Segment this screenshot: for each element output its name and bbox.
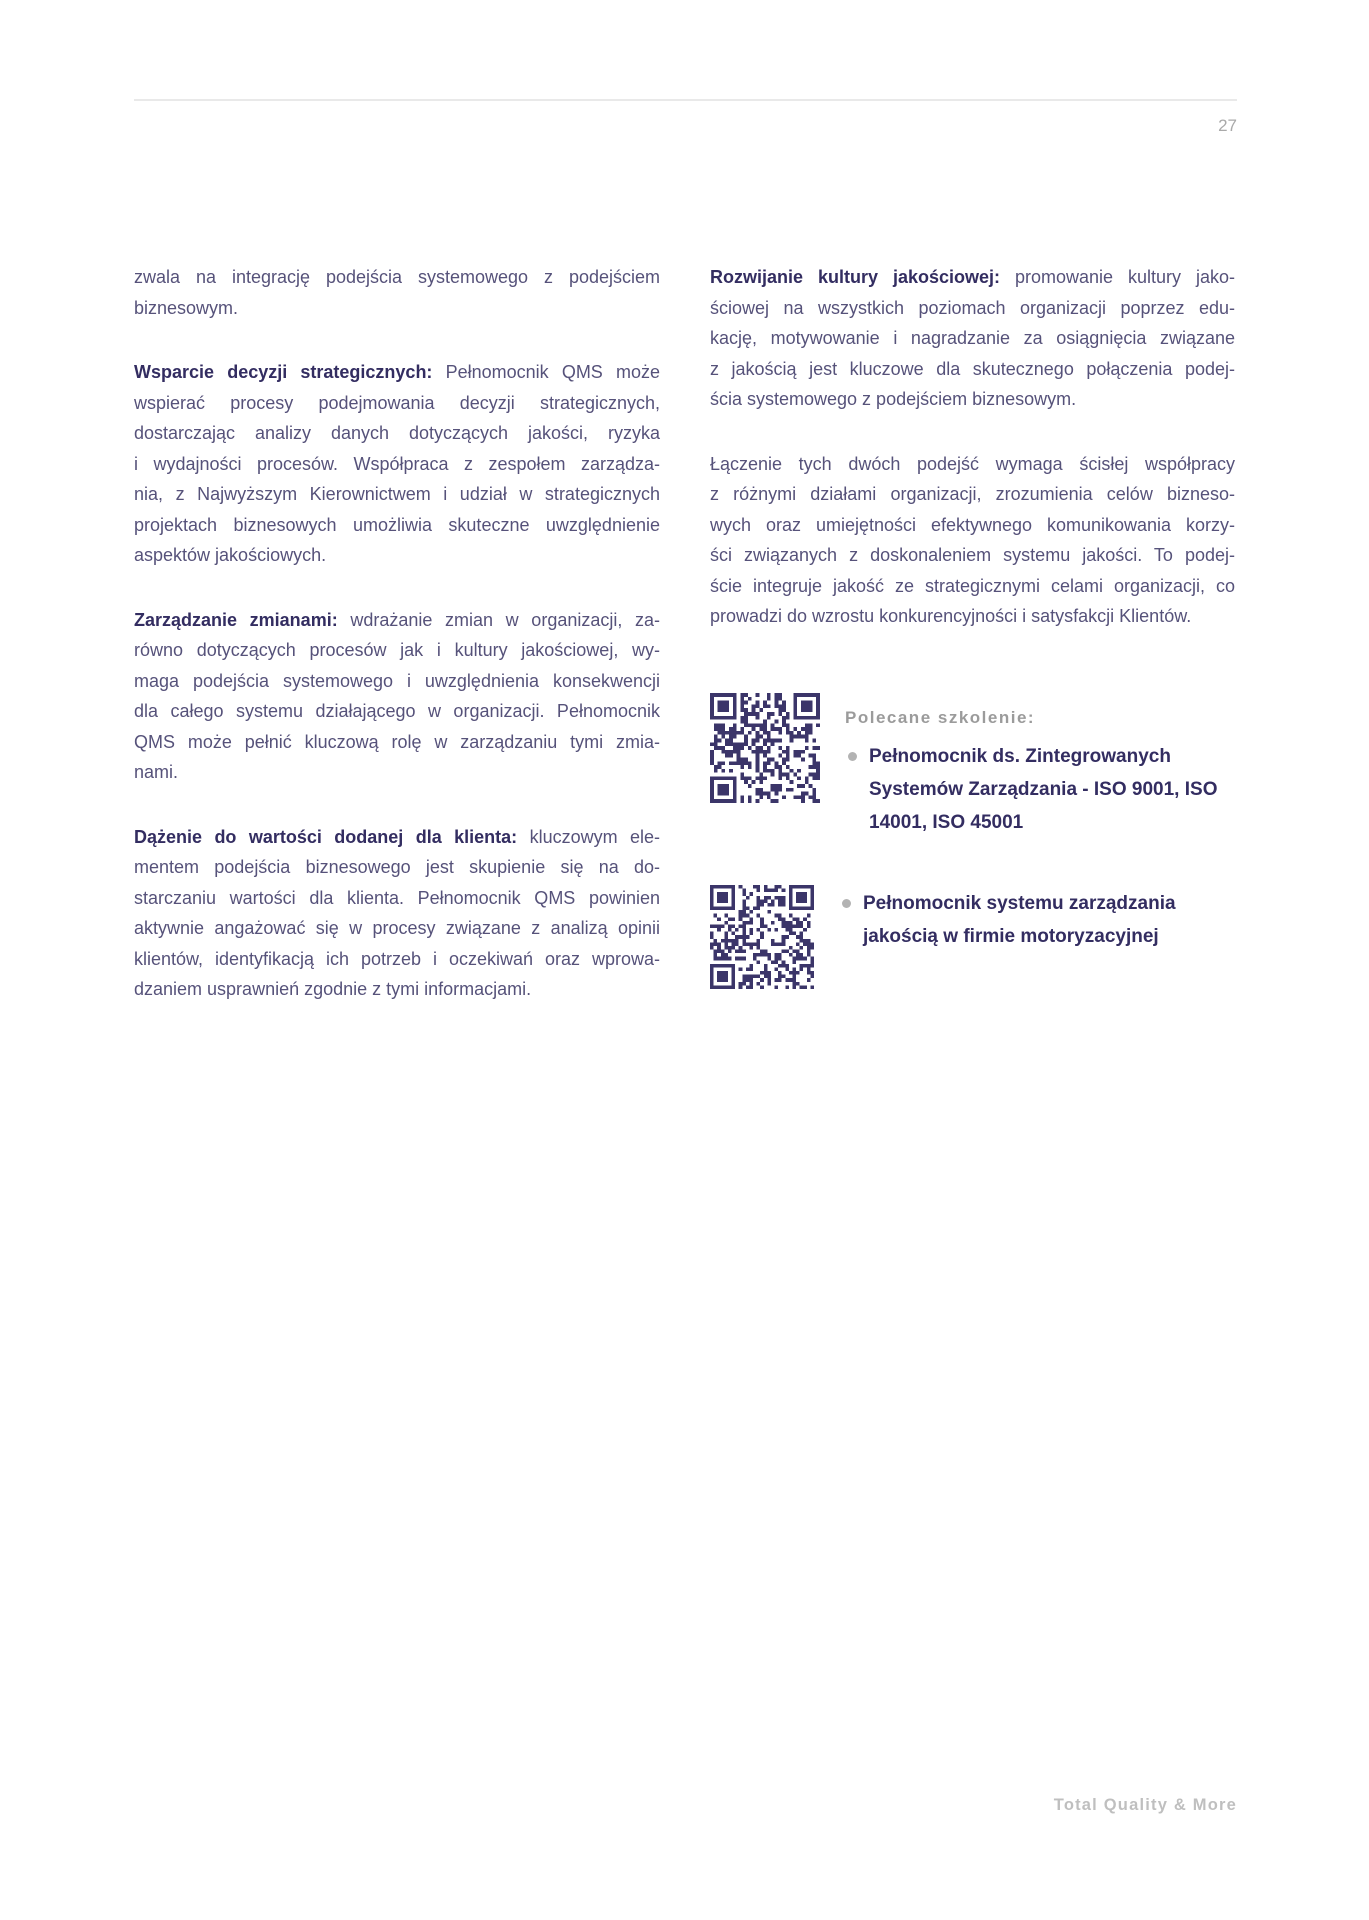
text-line: z różnymi działami organizacji, zrozumienia celów bizneso- <box>710 484 1235 504</box>
training-recommendation-2 <box>710 885 1229 989</box>
bullet-dot-icon <box>848 752 857 761</box>
text-line: wspierać procesy podejmowania decyzji strategicznych, <box>134 392 660 413</box>
text-line: zwala na integrację podejścia systemowego z podejściem <box>134 267 660 287</box>
text-line: dla całego systemu działającego w organizacji. Pełnomocnik <box>134 701 660 721</box>
bullet-dot-icon <box>842 899 851 908</box>
text-line: Zarządzanie zmianami: wdrażanie zmian w organizacji, za- <box>134 609 660 630</box>
paragraph <box>134 822 660 1005</box>
text-line: aspektów jakościowych. <box>134 545 327 565</box>
text-line: maga podejścia systemowego i uwzględnienia konsekwencji <box>134 670 660 691</box>
text-line: starczaniu wartości dla klienta. Pełnomocnik QMS powinien <box>134 887 660 908</box>
text-line: dzaniem usprawnień zgodnie z tymi informacjami. <box>134 979 532 999</box>
page-number: 27 <box>1218 116 1237 135</box>
qr-code-icon <box>710 885 814 989</box>
text-line: z jakością jest kluczowe dla skutecznego połączenia podej- <box>710 358 1235 379</box>
paragraph <box>134 605 660 788</box>
text-line: ści związanych z doskonaleniem systemu jakości. To podej- <box>710 545 1235 565</box>
training-title: Pełnomocnik systemu zarządzania jakością w firmie motoryzacyjnej <box>863 893 1176 947</box>
text-line: ście integruje jakość ze strategicznymi celami organizacji, co <box>710 575 1235 596</box>
paragraph <box>710 449 1235 632</box>
left-column <box>134 262 660 1039</box>
training-recommendation-1 <box>710 693 1235 839</box>
text-line: ściowej na wszystkich poziomach organizacji poprzez edu- <box>710 297 1235 318</box>
text-line: i wydajności procesów. Współpraca z zespołem zarządza- <box>134 453 660 474</box>
training-text-block <box>839 885 1229 953</box>
text-line: QMS może pełnić kluczową rolę w zarządzaniu tymi zmia- <box>134 731 660 752</box>
paragraph <box>134 357 660 571</box>
text-line: biznesowym. <box>134 297 239 318</box>
text-line: Dążenie do wartości dodanej dla klienta: kluczowym ele- <box>134 826 661 847</box>
text-line: dostarczając analizy danych dotyczących jakości, ryzyka <box>134 423 660 443</box>
right-column-paragraphs <box>710 262 1235 632</box>
recommended-training-heading: Polecane szkolenie: <box>845 708 1036 727</box>
text-line: wych oraz umiejętności efektywnego komunikowania korzy- <box>710 514 1235 535</box>
text-line: ścia systemowego z podejściem biznesowym. <box>710 389 1077 409</box>
training-item <box>839 887 1229 953</box>
paragraph <box>134 262 660 323</box>
text-line: Łączenie tych dwóch podejść wymaga ścisłej współpracy <box>710 453 1235 474</box>
text-line: nami. <box>134 762 179 782</box>
training-text-block <box>845 693 1235 839</box>
text-line: Rozwijanie kultury jakościowej: promowanie kultury jako- <box>710 267 1235 287</box>
text-line: równo dotyczących procesów jak i kultury jakościowej, wy- <box>134 640 660 660</box>
text-line: mentem podejścia biznesowego jest skupienie się na do- <box>134 857 660 877</box>
qr-code-icon <box>710 693 820 803</box>
text-line: Wsparcie decyzji strategicznych: Pełnomocnik QMS może <box>134 362 660 382</box>
paragraph <box>710 262 1235 415</box>
text-line: projektach biznesowych umożliwia skuteczne uwzględnienie <box>134 514 660 535</box>
training-item <box>845 740 1235 839</box>
right-column <box>710 262 1235 947</box>
text-line: nia, z Najwyższym Kierownictwem i udział w strategicznych <box>134 484 660 504</box>
text-line: prowadzi do wzrostu konkurencyjności i satysfakcji Klientów. <box>710 606 1192 626</box>
text-line: kację, motywowanie i nagradzanie za osiągnięcia związane <box>710 328 1235 348</box>
header-divider <box>134 99 1237 101</box>
text-line: klientów, identyfikacją ich potrzeb i oczekiwań oraz wprowa- <box>134 948 660 969</box>
text-line: aktywnie angażować się w procesy związane z analizą opinii <box>134 918 660 938</box>
footer-brand: Total Quality & More <box>1053 1796 1237 1814</box>
training-title: Pełnomocnik ds. Zintegrowanych Systemów Zarządzania - ISO 9001, ISO 14001, ISO 45001 <box>869 745 1218 833</box>
